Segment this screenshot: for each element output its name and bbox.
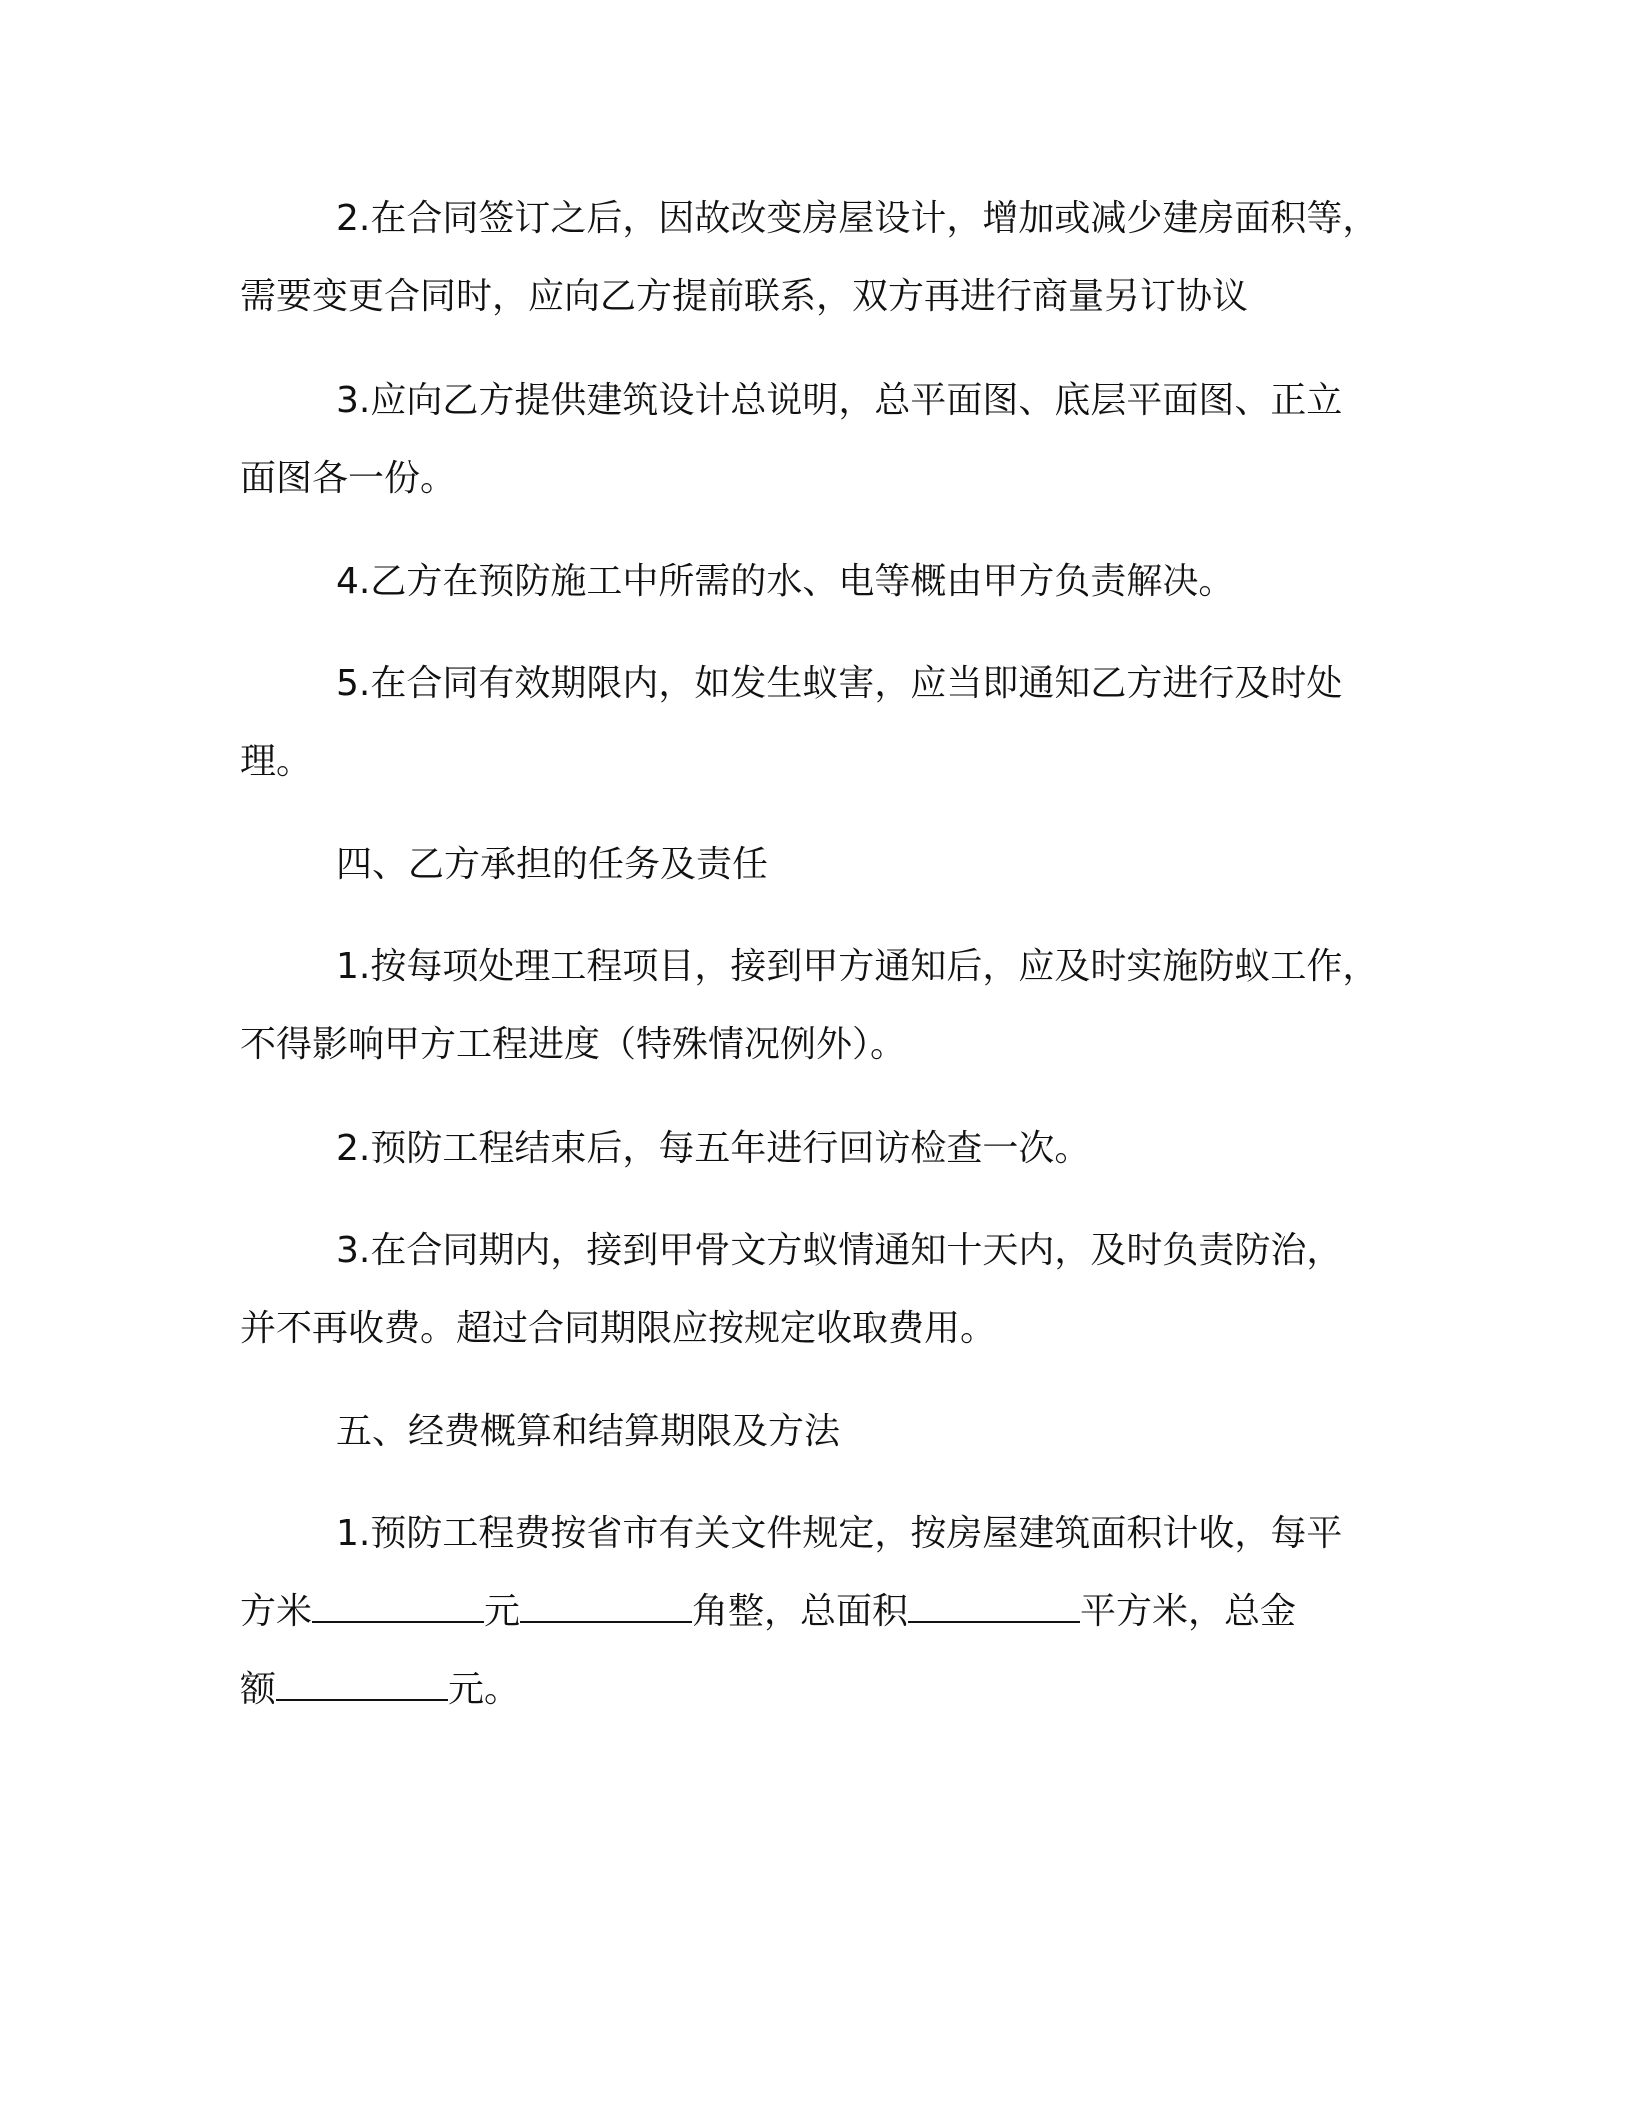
text-fragment: 平方米，总金 (1080, 1591, 1297, 1632)
text-line: 4.乙方在预防施工中所需的水、电等概由甲方负责解决。 (336, 561, 1235, 602)
clause-1-prompt-work (240, 928, 1392, 1084)
blank-field-price-yuan[interactable] (312, 1591, 484, 1623)
clause-4-utilities (240, 543, 1392, 621)
clause-3-drawings (240, 362, 1392, 518)
text-line: 3.应向乙方提供建筑设计总说明，总平面图、底层平面图、正立 (336, 380, 1343, 421)
text-fragment: 角整，总面积 (692, 1591, 909, 1632)
text-line: 面图各一份。 (240, 458, 457, 499)
section-heading-five: 五、经费概算和结算期限及方法 (336, 1411, 841, 1452)
blank-field-total-area[interactable] (908, 1591, 1080, 1623)
clause-1-fee-calculation (240, 1495, 1392, 1729)
text-line: 并不再收费。超过合同期限应按规定收取费用。 (240, 1308, 997, 1349)
text-fragment: 额 (240, 1669, 277, 1710)
document-page (240, 0, 1392, 2112)
text-fragment: 元 (484, 1591, 521, 1632)
text-line-with-blanks (240, 1651, 1392, 1729)
text-line: 2.在合同签订之后，因故改变房屋设计，增加或减少建房面积等， (336, 198, 1379, 239)
blank-field-price-jiao[interactable] (520, 1591, 692, 1623)
text-line: 需要变更合同时，应向乙方提前联系，双方再进行商量另订协议 (240, 276, 1249, 317)
text-fragment: 方米 (240, 1591, 313, 1632)
section-heading-four: 四、乙方承担的任务及责任 (336, 844, 769, 885)
text-line-with-blanks (240, 1573, 1392, 1651)
text-fragment: 元。 (448, 1669, 521, 1710)
clause-2-design-change (240, 180, 1392, 336)
text-line: 1.预防工程费按省市有关文件规定，按房屋建筑面积计收，每平 (336, 1513, 1343, 1554)
text-line: 不得影响甲方工程进度（特殊情况例外）。 (240, 1024, 907, 1065)
blank-field-total-amount[interactable] (276, 1669, 448, 1701)
text-line: 5.在合同有效期限内，如发生蚁害，应当即通知乙方进行及时处 (336, 663, 1343, 704)
text-line: 2.预防工程结束后，每五年进行回访检查一次。 (336, 1128, 1091, 1169)
text-line: 理。 (240, 741, 313, 782)
text-line: 3.在合同期内，接到甲骨文方蚁情通知十天内，及时负责防治， (336, 1230, 1343, 1271)
clause-5-termite-notice (240, 645, 1392, 801)
clause-3-contract-period (240, 1212, 1392, 1368)
clause-2-follow-up (240, 1110, 1392, 1188)
text-line: 1.按每项处理工程项目，接到甲方通知后，应及时实施防蚁工作， (336, 946, 1379, 987)
